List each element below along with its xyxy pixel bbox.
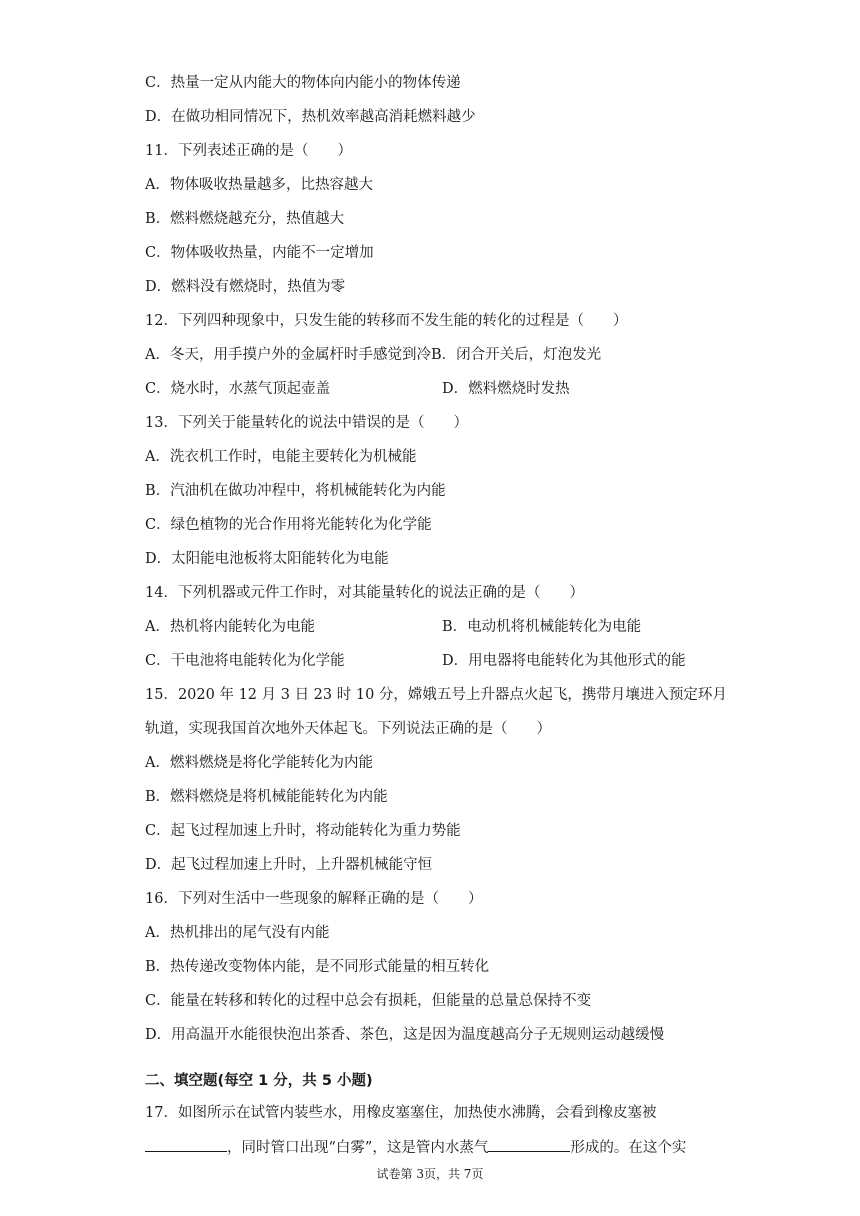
- question-16: 16．下列对生活中一些现象的解释正确的是（ ）: [145, 891, 483, 907]
- option-row: [145, 617, 745, 637]
- option-line: D．起飞过程加速上升时，上升器机械能守恒: [145, 857, 433, 873]
- question-text: ，同时管口出现“白雾”，这是管内水蒸气: [227, 1140, 489, 1156]
- answer-blank[interactable]: [488, 1137, 570, 1152]
- page-footer: 试卷第 3页，共 7页: [376, 1167, 484, 1181]
- option-c: C．干电池将电能转化为化学能: [145, 653, 345, 669]
- option-c: C．烧水时，水蒸气顶起壶盖: [145, 381, 331, 397]
- option-line: C．热量一定从内能大的物体向内能小的物体传递: [145, 75, 461, 91]
- answer-blank[interactable]: [145, 1137, 227, 1152]
- option-row: [145, 379, 745, 399]
- question-15: 15．2020 年 12 月 3 日 23 时 10 分，嫦娥五号上升器点火起飞，携带月壤进入预定环月: [145, 687, 727, 703]
- option-line: A．热机排出的尾气没有内能: [145, 925, 330, 941]
- question-13: 13．下列关于能量转化的说法中错误的是（ ）: [145, 415, 468, 431]
- question-15-cont: 轨道，实现我国首次地外天体起飞。下列说法正确的是（ ）: [145, 721, 551, 737]
- option-a: A．热机将内能转化为电能: [145, 619, 315, 635]
- question-17-cont: [145, 1137, 686, 1158]
- option-line: C．能量在转移和转化的过程中总会有损耗，但能量的总量总保持不变: [145, 993, 592, 1009]
- option-line: D．用高温开水能很快泡出茶香、茶色，这是因为温度越高分子无规则运动越缓慢: [145, 1027, 665, 1043]
- option-row: [145, 345, 745, 365]
- section-heading: 二、填空题(每空 1 分，共 5 小题): [145, 1073, 373, 1089]
- option-line: B．燃料燃烧是将机械能能转化为内能: [145, 789, 388, 805]
- option-line: C．绿色植物的光合作用将光能转化为化学能: [145, 517, 432, 533]
- option-line: D．太阳能电池板将太阳能转化为电能: [145, 551, 389, 567]
- option-line: A．燃料燃烧是将化学能转化为内能: [145, 755, 373, 771]
- option-line: A．物体吸收热量越多，比热容越大: [145, 177, 373, 193]
- option-line: D．在做功相同情况下，热机效率越高消耗燃料越少: [145, 109, 476, 125]
- option-line: B．热传递改变物体内能，是不同形式能量的相互转化: [145, 959, 490, 975]
- option-d: D．用电器将电能转化为其他形式的能: [442, 653, 686, 669]
- question-12: 12．下列四种现象中，只发生能的转移而不发生能的转化的过程是（ ）: [145, 313, 628, 329]
- option-line: B．燃料燃烧越充分，热值越大: [145, 211, 345, 227]
- question-14: 14．下列机器或元件工作时，对其能量转化的说法正确的是（ ）: [145, 585, 584, 601]
- option-b: B．闭合开关后，灯泡发光: [430, 347, 602, 363]
- option-b: B．电动机将机械能转化为电能: [442, 619, 642, 635]
- question-text: 形成的。在这个实: [570, 1140, 687, 1156]
- option-line: C．起飞过程加速上升时，将动能转化为重力势能: [145, 823, 461, 839]
- option-line: B．汽油机在做功冲程中，将机械能转化为内能: [145, 483, 446, 499]
- option-row: [145, 651, 745, 671]
- question-11: 11．下列表述正确的是（ ）: [145, 143, 352, 159]
- question-17: 17．如图所示在试管内装些水，用橡皮塞塞住，加热使水沸腾，会看到橡皮塞被: [145, 1105, 657, 1121]
- option-line: C．物体吸收热量，内能不一定增加: [145, 245, 374, 261]
- option-line: D．燃料没有燃烧时，热值为零: [145, 279, 346, 295]
- option-d: D．燃料燃烧时发热: [442, 381, 570, 397]
- option-a: A．冬天，用手摸户外的金属杆时手感觉到冷: [145, 347, 431, 363]
- option-line: A．洗衣机工作时，电能主要转化为机械能: [145, 449, 417, 465]
